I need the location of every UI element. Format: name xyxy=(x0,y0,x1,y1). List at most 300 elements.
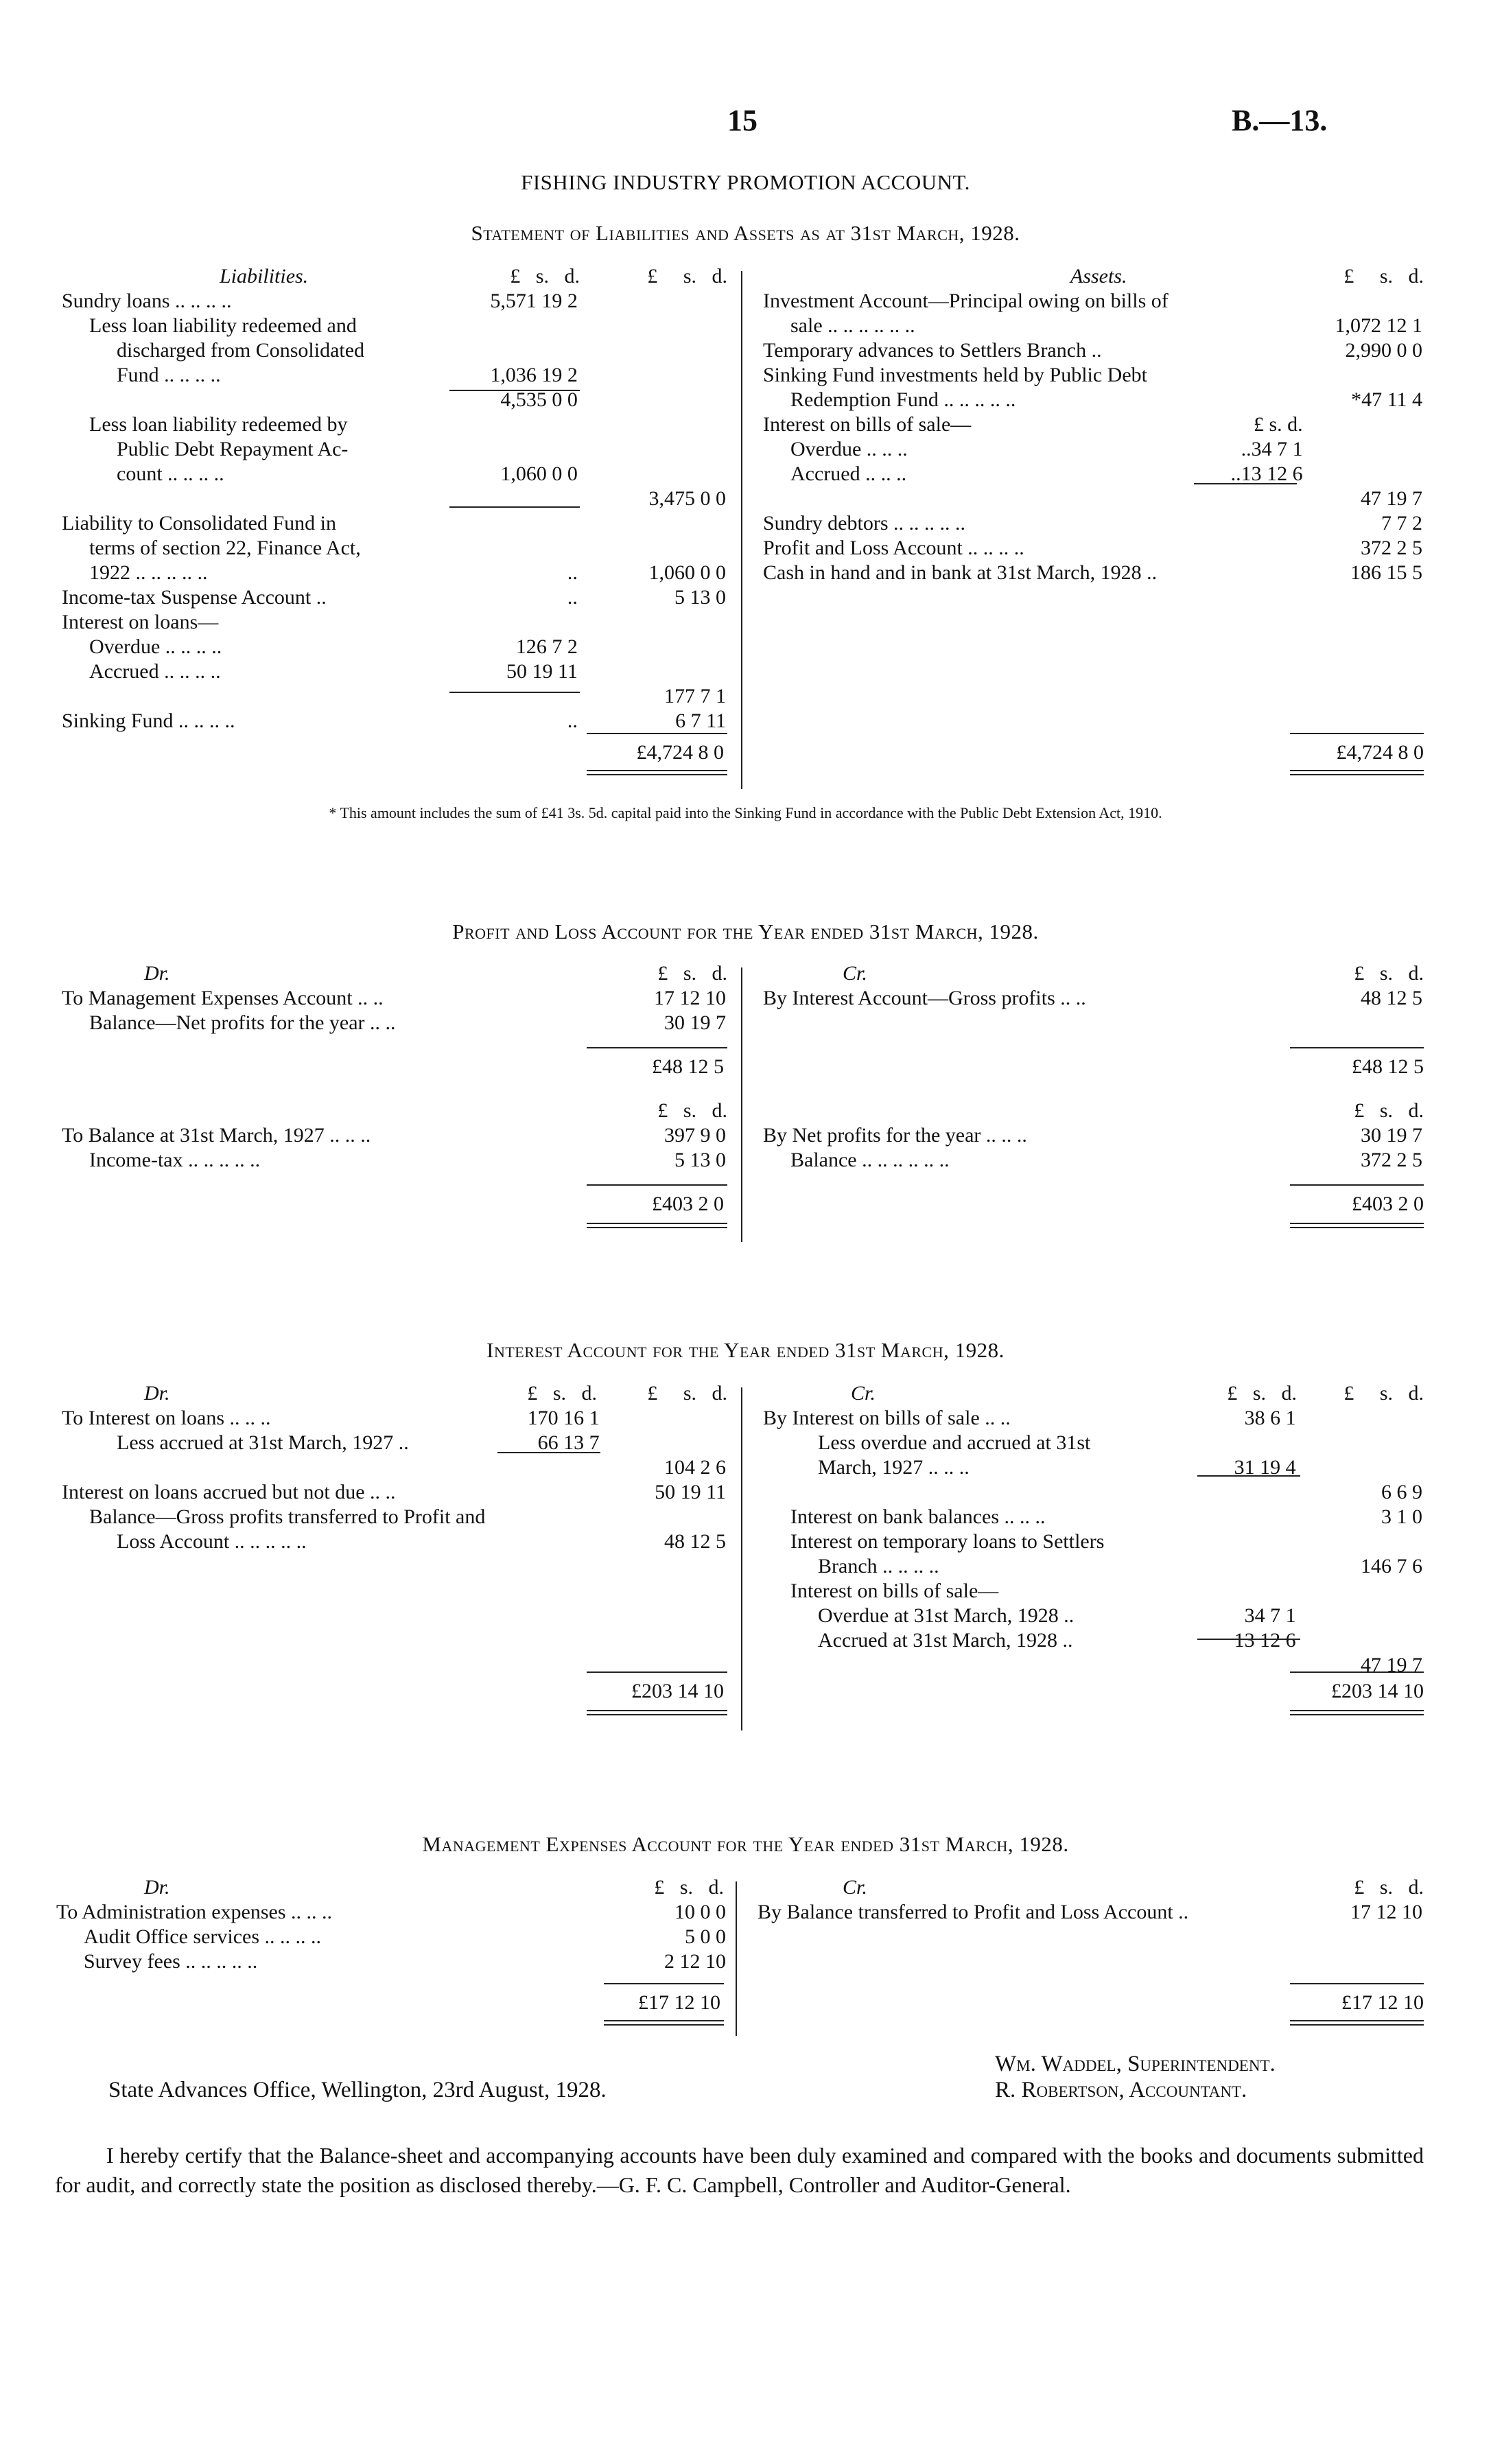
row-amount-inner xyxy=(486,1505,599,1529)
row-amount-inner xyxy=(1181,1580,1296,1603)
currency-header: £ s. d. xyxy=(654,1876,724,1899)
row-label: terms of section 22, Finance Act, xyxy=(89,537,361,559)
credit-row xyxy=(763,1481,1422,1504)
row-label: Accrued .. .. .. xyxy=(790,462,907,485)
credit-row xyxy=(763,1555,1422,1578)
total-rule xyxy=(587,1047,727,1048)
row-amount-outer xyxy=(1298,1431,1422,1455)
row-amount-inner xyxy=(1181,1481,1296,1504)
row-amount-outer xyxy=(579,660,726,683)
row-amount-inner: 38 6 1 xyxy=(1244,1407,1296,1429)
row-label: Interest on temporary loans to Settlers xyxy=(790,1530,1105,1553)
management-dr-table xyxy=(55,1899,727,1975)
row-amount-outer xyxy=(1298,1580,1422,1603)
assets-currency-header: £ s. d. xyxy=(1343,265,1424,288)
debit-row xyxy=(62,1530,726,1553)
credit-row xyxy=(763,987,1422,1010)
row-label: Sinking Fund .. .. .. .. xyxy=(62,709,235,732)
row-amount: 17 12 10 xyxy=(1350,1901,1422,1923)
row-label: Balance—Net profits for the year .. .. xyxy=(89,1011,396,1034)
row-amount-inner: .. xyxy=(567,561,578,584)
debit-row xyxy=(56,1950,726,1973)
row-label: Temporary advances to Settlers Branch .. xyxy=(763,339,1102,362)
total-rule xyxy=(1290,733,1424,734)
profit-loss-divider xyxy=(741,967,742,1242)
liability-row xyxy=(62,561,726,585)
debit-row xyxy=(62,1481,726,1504)
total-rule xyxy=(1290,1983,1424,1984)
row-amount-inner xyxy=(1201,290,1302,313)
total-rule xyxy=(1290,1671,1424,1673)
row-amount-inner xyxy=(486,1481,599,1504)
interest-dr-heading: Dr. xyxy=(144,1382,170,1405)
debit-row xyxy=(62,1431,726,1455)
row-label: discharged from Consolidated xyxy=(117,339,365,362)
liability-row xyxy=(62,709,726,733)
row-label: Income-tax .. .. .. .. .. xyxy=(89,1149,261,1171)
profit-loss-total-2-dr: £403 2 0 xyxy=(652,1193,724,1215)
row-amount-outer: 2,990 0 0 xyxy=(1345,339,1422,362)
row-label: Accrued .. .. .. .. xyxy=(89,660,221,683)
currency-header: £ s. d. xyxy=(1354,1876,1424,1899)
debit-row xyxy=(62,1456,726,1479)
currency-header: £ s. d. xyxy=(1354,962,1424,985)
credit-row xyxy=(763,1431,1422,1455)
row-label: Interest on bills of sale— xyxy=(763,413,972,436)
profit-loss-cr-table-2 xyxy=(762,1123,1424,1173)
row-amount-inner xyxy=(1181,1555,1296,1578)
row-amount-outer: 6 7 11 xyxy=(675,709,726,732)
row-amount-inner xyxy=(445,314,578,338)
row-amount-inner: 4,535 0 0 xyxy=(500,388,578,411)
row-amount-inner xyxy=(486,1530,599,1553)
row-amount-inner: ..34 7 1 xyxy=(1241,438,1303,460)
row-amount-inner: 31 19 4 xyxy=(1234,1456,1296,1479)
asset-row xyxy=(763,512,1422,535)
credit-row xyxy=(763,1530,1422,1553)
row-label: Overdue .. .. .. .. xyxy=(89,635,222,658)
debit-row xyxy=(62,1505,726,1529)
row-label: Profit and Loss Account .. .. .. .. xyxy=(763,537,1024,559)
subtotal-rule xyxy=(449,390,580,391)
double-rule xyxy=(1290,1223,1424,1228)
row-label xyxy=(62,685,444,708)
row-label: Audit Office services .. .. .. .. xyxy=(84,1925,322,1948)
row-amount-outer xyxy=(1304,462,1422,486)
row-label: Branch .. .. .. .. xyxy=(818,1555,939,1577)
row-amount-outer xyxy=(1304,438,1422,461)
row-amount-outer: 3,475 0 0 xyxy=(648,487,726,510)
row-amount-inner xyxy=(1181,1654,1296,1677)
credit-row xyxy=(763,1604,1422,1628)
management-title: Management Expenses Account for the Year ended 31st March, 1928. xyxy=(422,1832,1069,1856)
row-amount-outer xyxy=(601,1431,726,1455)
row-amount-outer: 47 19 7 xyxy=(1361,487,1422,510)
profit-loss-dr-table-2 xyxy=(60,1123,727,1173)
double-rule xyxy=(604,2020,724,2026)
debit-row xyxy=(62,1011,726,1035)
row-amount-inner xyxy=(445,537,578,560)
row-label: Income-tax Suspense Account .. xyxy=(62,586,327,609)
page-number: 15 xyxy=(727,104,758,137)
signature-superintendent: Wm. Waddel, Superintendent. xyxy=(995,2052,1276,2076)
row-amount-inner xyxy=(1201,512,1302,535)
currency-header: £ s. d. xyxy=(1354,1099,1424,1122)
row-amount-inner: 34 7 1 xyxy=(1244,1604,1296,1627)
row-label xyxy=(62,1456,485,1479)
row-amount-outer: 5 13 0 xyxy=(674,586,726,609)
row-label: Public Debt Repayment Ac- xyxy=(117,438,349,460)
row-amount-outer: 7 7 2 xyxy=(1381,512,1422,535)
interest-total-cr: £203 14 10 xyxy=(1331,1680,1424,1702)
row-label: To Administration expenses .. .. .. xyxy=(56,1901,333,1923)
management-cr-table xyxy=(756,1899,1424,1925)
currency-header: £ s. d. xyxy=(527,1382,597,1405)
row-label xyxy=(62,487,444,511)
asset-row xyxy=(763,388,1422,412)
row-amount-outer xyxy=(579,512,726,535)
row-amount-inner xyxy=(1201,339,1302,362)
liability-row xyxy=(62,462,726,486)
row-amount-outer: 6 6 9 xyxy=(1381,1481,1422,1503)
currency-header: £ s. d. xyxy=(657,1099,727,1122)
row-label: Overdue .. .. .. xyxy=(790,438,908,460)
liabilities-total: £4,724 8 0 xyxy=(636,741,724,764)
subtotal-rule xyxy=(1197,1475,1300,1477)
row-amount-outer: 1,072 12 1 xyxy=(1335,314,1422,337)
row-label: Sundry loans .. .. .. .. xyxy=(62,290,232,312)
subtotal-rule xyxy=(449,692,580,693)
row-label: Overdue at 31st March, 1928 .. xyxy=(818,1604,1075,1627)
debit-row xyxy=(56,1901,726,1924)
row-amount-inner xyxy=(1201,314,1302,338)
row-label xyxy=(62,388,444,412)
row-amount-outer xyxy=(1304,290,1422,313)
row-amount-outer xyxy=(1298,1407,1422,1430)
row-amount-outer: 146 7 6 xyxy=(1361,1555,1422,1577)
liabilities-heading: Liabilities. xyxy=(220,265,309,288)
row-amount-inner xyxy=(486,1456,599,1479)
audit-certificate: I hereby certify that the Balance-sheet and accompanying accounts have been duly examined and compared with the books and documents submitted for audit, and correctly state the position as disclosed thereby.—G. F. C. Campbell, Controller and Auditor-General. xyxy=(55,2143,1424,2197)
row-amount-outer xyxy=(579,611,726,634)
total-rule xyxy=(587,1184,727,1186)
debit-row xyxy=(62,987,726,1010)
balance-sheet-footnote: * This amount includes the sum of £41 3s. 5d. capital paid into the Sinking Fund in accordance with the Public Debt Extension Act, 1910. xyxy=(329,804,1162,821)
row-amount-outer: 177 7 1 xyxy=(664,685,726,707)
subtotal-rule xyxy=(449,506,580,508)
liability-row xyxy=(62,438,726,461)
row-label: Fund .. .. .. .. xyxy=(117,364,221,386)
signature-accountant: R. Robertson, Accountant. xyxy=(995,2078,1247,2102)
row-amount-inner: 1,060 0 0 xyxy=(500,462,578,485)
row-label: Interest on bank balances .. .. .. xyxy=(790,1505,1046,1528)
account-title: FISHING INDUSTRY PROMOTION ACCOUNT. xyxy=(521,170,970,194)
row-label: Redemption Fund .. .. .. .. .. xyxy=(790,388,1016,411)
row-label: To Interest on loans .. .. .. xyxy=(62,1407,271,1429)
liability-row xyxy=(62,364,726,387)
currency-header: £ s. d. xyxy=(657,962,727,985)
row-amount-inner xyxy=(1181,1431,1296,1455)
asset-row xyxy=(763,537,1422,560)
row-label: count .. .. .. .. xyxy=(117,462,224,485)
row-amount-inner: 50 19 11 xyxy=(506,660,578,683)
assets-table xyxy=(762,288,1424,586)
assets-total: £4,724 8 0 xyxy=(1336,741,1424,764)
row-amount-inner xyxy=(1201,388,1302,412)
liabilities-inner-currency-header: £ s. d. xyxy=(510,265,580,288)
row-label: Accrued at 31st March, 1928 .. xyxy=(818,1629,1073,1652)
double-rule xyxy=(1290,770,1424,775)
row-amount-inner xyxy=(1201,561,1302,585)
asset-row xyxy=(763,462,1422,486)
row-amount-inner: 170 16 1 xyxy=(527,1407,600,1429)
row-amount-inner: 13 12 6 xyxy=(1234,1629,1296,1652)
interest-cr-heading: Cr. xyxy=(851,1382,876,1405)
row-amount-outer: 372 2 5 xyxy=(1361,537,1422,559)
row-label: By Interest on bills of sale .. .. xyxy=(763,1407,1011,1429)
liability-row xyxy=(62,685,726,708)
subtotal-rule xyxy=(1197,1639,1300,1640)
row-amount-outer xyxy=(1304,413,1422,436)
row-label xyxy=(763,1654,1179,1677)
credit-row xyxy=(763,1124,1422,1147)
liability-row xyxy=(62,635,726,659)
row-amount-outer: *47 11 4 xyxy=(1351,388,1422,411)
row-label: Less accrued at 31st March, 1927 .. xyxy=(117,1431,409,1454)
row-label: Interest on loans— xyxy=(62,611,219,633)
document-reference: B.—13. xyxy=(1232,104,1328,137)
asset-row xyxy=(763,487,1422,511)
total-rule xyxy=(604,1983,724,1984)
row-label: By Balance transferred to Profit and Loss Account .. xyxy=(758,1901,1189,1923)
row-amount-outer: 3 1 0 xyxy=(1381,1505,1422,1528)
row-amount-inner: £ s. d. xyxy=(1253,413,1303,436)
asset-row xyxy=(763,364,1422,387)
row-label: Cash in hand and in bank at 31st March, 1928 .. xyxy=(763,561,1158,584)
row-amount: 5 0 0 xyxy=(685,1925,726,1948)
row-amount-inner: .. xyxy=(567,586,578,609)
row-amount-outer xyxy=(1304,364,1422,387)
liability-row xyxy=(62,660,726,683)
row-amount-outer xyxy=(579,462,726,486)
row-amount-inner: 1,036 19 2 xyxy=(490,364,578,386)
profit-loss-title: Profit and Loss Account for the Year ended 31st March, 1928. xyxy=(452,919,1039,943)
liability-row xyxy=(62,314,726,338)
management-cr-heading: Cr. xyxy=(843,1876,867,1899)
management-total-cr: £17 12 10 xyxy=(1341,1991,1424,2014)
debit-row xyxy=(62,1124,726,1147)
row-amount-outer xyxy=(579,314,726,338)
asset-row xyxy=(763,290,1422,313)
row-label: 1922 .. .. .. .. .. xyxy=(89,561,208,584)
row-amount-outer xyxy=(1298,1456,1422,1479)
asset-row xyxy=(763,413,1422,436)
credit-row xyxy=(763,1580,1422,1603)
row-label xyxy=(763,1481,1179,1504)
liability-row xyxy=(62,611,726,634)
row-label: By Net profits for the year .. .. .. xyxy=(763,1124,1027,1147)
row-amount: 2 12 10 xyxy=(664,1950,726,1973)
row-amount-outer: 1,060 0 0 xyxy=(648,561,726,584)
row-label: Less loan liability redeemed and xyxy=(89,314,357,337)
liability-row xyxy=(62,586,726,609)
asset-row xyxy=(763,339,1422,362)
row-label: Loss Account .. .. .. .. .. xyxy=(117,1530,307,1553)
row-amount-inner xyxy=(445,339,578,362)
total-rule xyxy=(1290,1184,1424,1186)
profit-loss-total-1-dr: £48 12 5 xyxy=(652,1055,724,1078)
debit-row xyxy=(62,1149,726,1172)
row-amount-inner xyxy=(445,685,578,708)
liability-row xyxy=(62,537,726,560)
row-amount-outer xyxy=(579,364,726,387)
row-amount-outer xyxy=(579,438,726,461)
row-label xyxy=(763,487,1200,511)
profit-loss-total-2-cr: £403 2 0 xyxy=(1352,1193,1424,1215)
row-amount-outer xyxy=(579,290,726,313)
row-amount-inner: 126 7 2 xyxy=(515,635,578,658)
currency-header: £ s. d. xyxy=(1227,1382,1297,1405)
profit-loss-dr-table-1 xyxy=(60,985,727,1036)
row-amount-outer: 47 19 7 xyxy=(1361,1654,1422,1676)
row-amount: 17 12 10 xyxy=(654,987,726,1009)
currency-header: £ s. d. xyxy=(647,1382,727,1405)
row-label: Interest on bills of sale— xyxy=(790,1580,999,1602)
row-amount-outer xyxy=(579,635,726,659)
row-label: Less overdue and accrued at 31st xyxy=(818,1431,1091,1454)
total-rule xyxy=(587,1671,727,1673)
row-amount-inner: ..13 12 6 xyxy=(1230,462,1303,485)
profit-loss-dr-heading: Dr. xyxy=(144,962,170,985)
row-label: To Management Expenses Account .. .. xyxy=(62,987,384,1009)
row-amount: 48 12 5 xyxy=(1361,987,1422,1009)
row-amount-inner xyxy=(1181,1505,1296,1529)
row-amount-outer xyxy=(1298,1629,1422,1652)
row-label: Interest on loans accrued but not due .. .. xyxy=(62,1481,396,1503)
row-label: Sundry debtors .. .. .. .. .. xyxy=(763,512,965,535)
balance-sheet-divider xyxy=(741,271,742,789)
row-label: Balance .. .. .. .. .. .. xyxy=(790,1149,950,1171)
interest-divider xyxy=(741,1387,742,1730)
interest-cr-table xyxy=(762,1405,1424,1678)
credit-row xyxy=(763,1407,1422,1430)
credit-row xyxy=(758,1901,1422,1924)
row-amount-outer xyxy=(601,1505,726,1529)
row-amount-inner: 66 13 7 xyxy=(537,1431,600,1454)
row-amount-outer: 50 19 11 xyxy=(655,1481,726,1503)
interest-dr-table xyxy=(60,1405,727,1555)
interest-title: Interest Account for the Year ended 31st March, 1928. xyxy=(486,1338,1005,1362)
management-dr-heading: Dr. xyxy=(144,1876,170,1899)
row-label: Less loan liability redeemed by xyxy=(89,413,348,436)
liability-row xyxy=(62,487,726,511)
row-amount-inner xyxy=(1201,537,1302,560)
row-label: To Balance at 31st March, 1927 .. .. .. xyxy=(62,1124,371,1147)
double-rule xyxy=(1290,1710,1424,1715)
management-total-dr: £17 12 10 xyxy=(638,1991,720,2014)
row-amount: 30 19 7 xyxy=(664,1011,726,1034)
row-amount-outer: 104 2 6 xyxy=(664,1456,726,1479)
currency-header: £ s. d. xyxy=(1343,1382,1424,1405)
row-amount-outer xyxy=(579,339,726,362)
row-label: Survey fees .. .. .. .. .. xyxy=(84,1950,258,1973)
row-amount-inner xyxy=(445,413,578,436)
total-rule xyxy=(587,733,727,734)
liability-row xyxy=(62,512,726,535)
credit-row xyxy=(763,1505,1422,1529)
row-amount: 30 19 7 xyxy=(1361,1124,1422,1147)
balance-sheet-title: Statement of Liabilities and Assets as at 31st March, 1928. xyxy=(471,221,1020,245)
row-label: March, 1927 .. .. .. xyxy=(818,1456,970,1479)
row-amount-inner xyxy=(1201,487,1302,511)
row-amount: 397 9 0 xyxy=(664,1124,726,1147)
profit-loss-cr-heading: Cr. xyxy=(843,962,867,985)
row-amount-inner xyxy=(445,611,578,634)
double-rule xyxy=(587,770,727,775)
interest-total-dr: £203 14 10 xyxy=(631,1680,724,1702)
row-amount-outer xyxy=(1298,1530,1422,1553)
row-amount: 372 2 5 xyxy=(1361,1149,1422,1171)
credit-row xyxy=(763,1629,1422,1652)
liabilities-table xyxy=(60,288,727,734)
asset-row xyxy=(763,438,1422,461)
credit-row xyxy=(763,1456,1422,1479)
row-amount-outer xyxy=(579,413,726,436)
place-and-date: State Advances Office, Wellington, 23rd August, 1928. xyxy=(108,2078,607,2102)
asset-row xyxy=(763,561,1422,585)
row-label: Investment Account—Principal owing on bills of xyxy=(763,290,1169,312)
debit-row xyxy=(62,1407,726,1430)
row-amount-inner xyxy=(445,438,578,461)
row-amount-outer: 48 12 5 xyxy=(664,1530,726,1553)
row-amount: 10 0 0 xyxy=(674,1901,726,1923)
credit-row xyxy=(763,1149,1422,1172)
row-amount-outer: 186 15 5 xyxy=(1350,561,1422,584)
row-label: Liability to Consolidated Fund in xyxy=(62,512,336,535)
row-amount-outer xyxy=(579,388,726,412)
row-label: Sinking Fund investments held by Public Debt xyxy=(763,364,1147,386)
row-label: sale .. .. .. .. .. .. xyxy=(790,314,915,337)
double-rule xyxy=(1290,2020,1424,2026)
profit-loss-cr-table-1 xyxy=(762,985,1424,1011)
liability-row xyxy=(62,388,726,412)
row-label: Balance—Gross profits transferred to Profit and xyxy=(89,1505,486,1528)
row-amount-outer xyxy=(579,537,726,560)
asset-row xyxy=(763,314,1422,338)
double-rule xyxy=(587,1710,727,1715)
row-amount-inner xyxy=(1201,364,1302,387)
subtotal-rule xyxy=(497,1452,600,1453)
credit-row xyxy=(763,1654,1422,1677)
row-label: By Interest Account—Gross profits .. .. xyxy=(763,987,1086,1009)
row-amount-inner: 5,571 19 2 xyxy=(490,290,578,312)
liabilities-outer-currency-header: £ s. d. xyxy=(647,265,727,288)
row-amount: 5 13 0 xyxy=(674,1149,726,1171)
row-amount-inner: .. xyxy=(567,709,578,732)
row-amount-inner xyxy=(445,512,578,535)
assets-heading: Assets. xyxy=(1070,265,1127,288)
liability-row xyxy=(62,290,726,313)
row-amount-outer xyxy=(1298,1604,1422,1628)
liability-row xyxy=(62,339,726,362)
debit-row xyxy=(56,1925,726,1949)
liability-row xyxy=(62,413,726,436)
row-amount-inner xyxy=(1181,1530,1296,1553)
row-amount-outer xyxy=(601,1407,726,1430)
double-rule xyxy=(587,1223,727,1228)
management-divider xyxy=(736,1881,737,2036)
profit-loss-total-1-cr: £48 12 5 xyxy=(1352,1055,1424,1078)
